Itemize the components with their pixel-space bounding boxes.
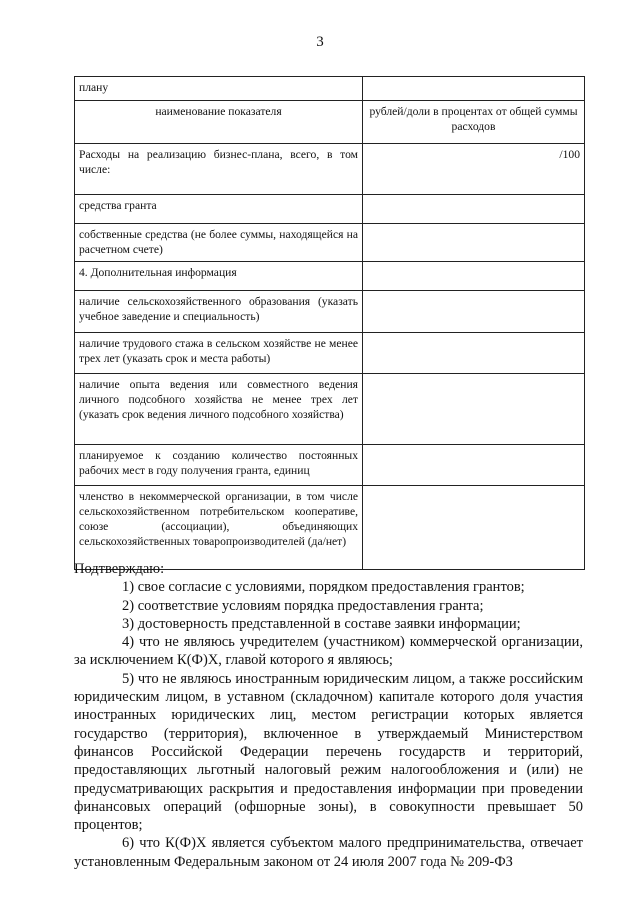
row-label: собственные средства (не более суммы, находящейся на расчетном счете) bbox=[75, 224, 363, 262]
confirm-item: 3) достоверность представленной в составе заявки информации; bbox=[122, 615, 521, 632]
row-label: планируемое к созданию количество постоянных рабочих мест в году получения гранта, единиц bbox=[75, 445, 363, 486]
table-row bbox=[75, 445, 585, 486]
row-label: наличие опыта ведения или совместного ведения личного подсобного хозяйства не менее трех лет (указать срок ведения личного подсобного хозяйства) bbox=[75, 374, 363, 445]
row-value bbox=[363, 291, 585, 333]
row-value bbox=[363, 77, 585, 101]
section-title: 4. Дополнительная информация bbox=[75, 262, 363, 291]
row-value bbox=[363, 486, 585, 570]
table-row bbox=[75, 77, 585, 101]
row-value: /100 bbox=[363, 144, 585, 195]
table-row bbox=[75, 224, 585, 262]
confirm-item: 6) что К(Ф)Х является субъектом малого предпринимательства, отвечает установленным Федеральным законом от 24 июля 2007 года № 209-ФЗ bbox=[74, 835, 583, 870]
row-value bbox=[363, 224, 585, 262]
row-value bbox=[363, 333, 585, 374]
row-label: членство в некоммерческой организации, в том числе сельскохозяйственном потребительском кооперативе, союзе (ассоциации), объединяющих сельскохозяйственных товаропроизводителей (да/нет) bbox=[75, 486, 363, 570]
table-row bbox=[75, 374, 585, 445]
row-label: плану bbox=[75, 77, 363, 101]
table-header-row bbox=[75, 101, 585, 144]
row-label: Расходы на реализацию бизнес-плана, всего, в том числе: bbox=[75, 144, 363, 195]
confirm-item: 4) что не являюсь учредителем (участником) коммерческой организации, за исключением К(Ф)Х, главой которого я являюсь; bbox=[74, 634, 583, 669]
column-header-amount: рублей/доли в процентах от общей суммы расходов bbox=[363, 101, 585, 144]
row-label: средства гранта bbox=[75, 195, 363, 224]
table-row bbox=[75, 486, 585, 570]
confirm-item: 2) соответствие условиям порядка предоставления гранта; bbox=[122, 597, 484, 614]
table-section-row bbox=[75, 262, 585, 291]
confirm-item: 5) что не являюсь иностранным юридическим лицом, а также российским юридическим лицом, в уставном (складочном) капитале которого доля участия иностранных юридических лиц, местом регистрации которых является государство (территория), включенное в утверждаемый Министерством финансов Российской Федерации перечень государств и территорий, предоставляющих льготный налоговый режим налогообложения и (или) не предусматривающих раскрытия и предоставления информации при проведении финансовых операций (офшорные зоны), в совокупности превышает 50 процентов; bbox=[74, 670, 583, 834]
page-number: 3 bbox=[316, 34, 324, 50]
table-row bbox=[75, 144, 585, 195]
row-value bbox=[363, 374, 585, 445]
table-row bbox=[75, 195, 585, 224]
confirmation-section bbox=[74, 560, 583, 871]
confirm-heading: Подтверждаю: bbox=[74, 561, 165, 577]
table-row bbox=[75, 333, 585, 374]
row-value bbox=[363, 262, 585, 291]
row-label: наличие сельскохозяйственного образования (указать учебное заведение и специальность) bbox=[75, 291, 363, 333]
column-header-indicator: наименование показателя bbox=[75, 101, 363, 144]
row-value bbox=[363, 445, 585, 486]
table-row bbox=[75, 291, 585, 333]
row-label: наличие трудового стажа в сельском хозяйстве не менее трех лет (указать срок и места работы) bbox=[75, 333, 363, 374]
indicators-table bbox=[74, 76, 585, 570]
confirm-item: 1) свое согласие с условиями, порядком предоставления грантов; bbox=[122, 579, 525, 596]
row-value bbox=[363, 195, 585, 224]
